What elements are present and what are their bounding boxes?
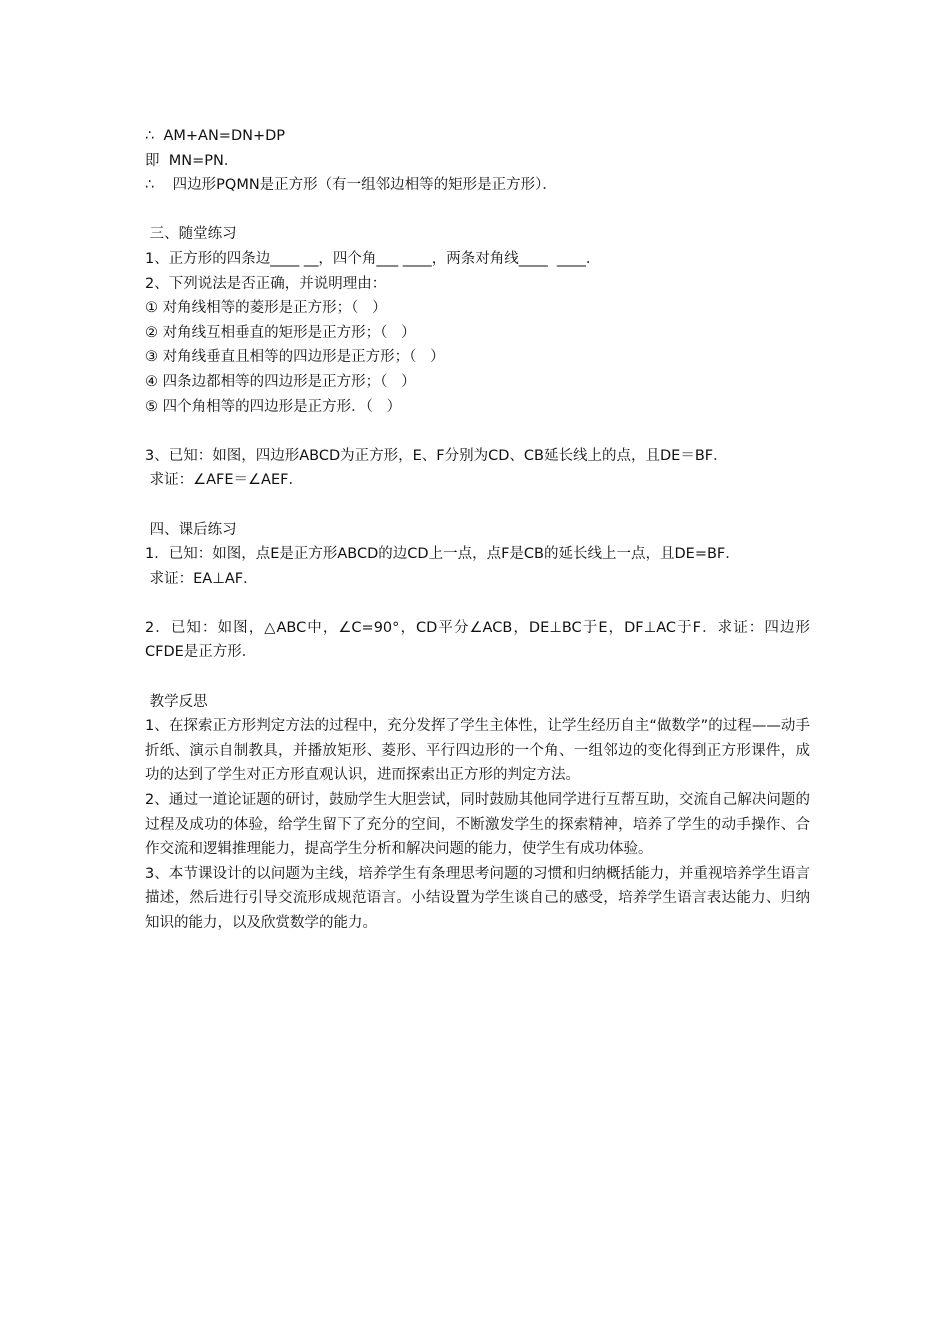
exercise-2-item-2: ② 对角线互相垂直的矩形是正方形；（ ） — [145, 324, 416, 341]
exercise-3-given: 3、已知：如图，四边形ABCD为正方形，E、F分别为CD、CB延长线上的点，且DE＝BF． — [145, 447, 728, 464]
document-body — [145, 124, 810, 936]
spacer — [145, 493, 810, 518]
section-heading-reflection: 教学反思 — [145, 693, 208, 710]
reflection-paragraph-2: 2、通过一道论证题的研讨，鼓励学生大胆尝试，同时鼓励其他同学进行互帮互助，交流自己解决问题的过程及成功的体验，给学生留下了充分的空间，不断激发学生的探索精神，培养了学生的动手操作、合作交流和逻辑推理能力，提高学生分析和解决问题的能力，使学生有成功体验。 — [145, 792, 810, 858]
exercise-2: 2、下列说法是否正确，并说明理由： — [145, 275, 387, 292]
exercise-2-item-4: ④ 四条边都相等的四边形是正方形；（ ） — [145, 373, 416, 390]
proof-line-2: 即 MN=PN． — [145, 152, 239, 169]
exercise-2-item-1: ① 对角线相等的菱形是正方形；（ ） — [145, 300, 387, 317]
proof-line-1: ∴ AM+AN=DN+DP — [145, 128, 286, 144]
spacer — [145, 591, 810, 616]
exercise-3-prove: 求证：∠AFE＝∠AEF． — [145, 472, 303, 489]
homework-1-given: 1．已知：如图，点E是正方形ABCD的边CD上一点，点F是CB的延长线上一点，且DE=BF． — [145, 546, 740, 563]
reflection-paragraph-1: 1、在探索正方形判定方法的过程中，充分发挥了学生主体性，让学生经历自主“做数学”的过程——动手折纸、演示自制教具，并播放矩形、菱形、平行四边形的一个角、一组邻边的变化得到正方形课件，成功的达到了学生对正方形直观认识，进而探索出正方形的判定方法。 — [145, 718, 810, 784]
section-heading-homework: 四、课后练习 — [145, 521, 237, 538]
exercise-2-item-3: ③ 对角线垂直且相等的四边形是正方形；（ ） — [145, 349, 445, 366]
homework-2: 2．已知：如图，△ABC中，∠C=90°，CD平分∠ACB，DE⊥BC于E，DF⊥AC于F．求证：四边形CFDE是正方形． — [145, 619, 810, 661]
homework-1-prove: 求证：EA⊥AF． — [145, 570, 258, 587]
spacer — [145, 198, 810, 223]
reflection-paragraph-3: 3、本节课设计的以问题为主线，培养学生有条理思考问题的习惯和归纳概括能力，并重视培养学生语言描述，然后进行引导交流形成规范语言。小结设置为学生谈自己的感受，培养学生语言表达能力、归纳知识的能力，以及欣赏数学的能力。 — [145, 865, 810, 931]
exercise-2-item-5: ⑤ 四个角相等的四边形是正方形．（ ） — [145, 398, 402, 415]
section-heading-practice: 三、随堂练习 — [145, 226, 237, 243]
exercise-1: 1、正方形的四条边____ __，四个角___ ____，两条对角线____ ____． — [145, 250, 601, 267]
proof-conclusion: ∴ 四边形PQMN是正方形（有一组邻边相等的矩形是正方形）． — [145, 177, 557, 194]
spacer — [145, 419, 810, 444]
spacer — [145, 665, 810, 690]
